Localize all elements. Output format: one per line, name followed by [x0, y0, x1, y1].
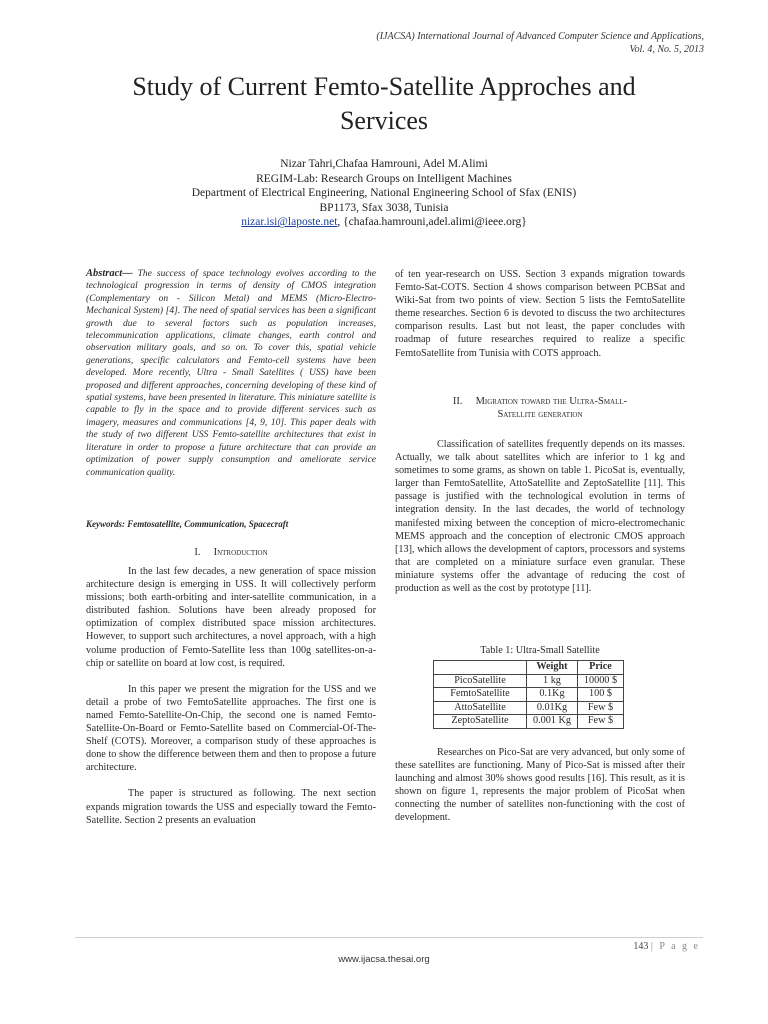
title-line-2: Services — [339, 106, 429, 135]
table-cell: PicoSatellite — [434, 674, 527, 688]
footer-divider — [75, 937, 703, 938]
table-row — [434, 674, 624, 688]
section-2-number: II. — [452, 396, 463, 407]
section-1-body — [86, 565, 376, 840]
section-2-body — [395, 438, 685, 608]
table-row — [434, 688, 624, 702]
author-address: BP1173, Sfax 3038, Tunisia — [319, 201, 449, 214]
page-number — [633, 941, 700, 952]
email-link[interactable]: nizar.isi@laposte.net — [241, 216, 338, 229]
journal-website: www.ijacsa.thesai.org — [338, 954, 430, 965]
abstract — [86, 268, 376, 479]
table-header-cell — [434, 661, 527, 675]
title-line-1: Study of Current Femto-Satellite Approches and — [132, 72, 636, 101]
abstract-text: The success of space technology evolves according to the technological progression in terms of density of CMOS integration (Complementary on - Silicon Metal) and MEMS (Micro-Electro-Mechanical System) [4]. The need of spatial services has been a significant growth due to several factors such as population increases, telecommunication applications, climate changes, earth control and observation military goals, and so on. To cover this, spatial vehicle generations, specific calculators and Femto-cell systems have been developed. More recently, Ultra - Small Satellites ( USS) have been proposed and different approaches, concerning developing of these kind of spatial systems, have been presented in literature. This miniature satellite is capable to fly in the space and to provide different services such as imagery, measures and communications [4, 9, 10]. This paper deals with the study of two different USS Femto-satellite architectures that exist in literature in order to propose a future architecture that can provide an optimization of power supply consumption and ameliorate service communication quality. — [86, 269, 376, 478]
abstract-label: Abstract— — [86, 268, 133, 279]
author-lab: REGIM-Lab: Research Groups on Intelligent Machines — [256, 172, 512, 185]
author-department: Department of Electrical Engineering, National Engineering School of Sfax (ENIS) — [191, 187, 577, 200]
section-1-number: I. — [194, 547, 201, 558]
table-cell: 0.1Kg — [527, 688, 578, 702]
ultra-small-satellite-table — [433, 660, 624, 729]
table-header-row — [434, 661, 624, 675]
section-2-paragraph-1: Classification of satellites frequently depends on its masses. Actually, we talk about satellites which are inferior to 1 kg and sometimes to some grams, as shown on table 1. PicoSat is, eventually, larger than FemtoSatellite, AttoSatellite and ZeptoSatellite [11]. This passage is justified with the technological evolution in terms of integration density. In the last decades, the world of technology manifested mixing between the conception of micro-electromechanic MEMS approach and the conception of electronic CMOS approach [13], which allows the development of captors, processors and systems that are completed on a miniature surface even granular. These miniature systems offer the advantage of reducing the cost of production as well as the cost by prototype [11]. — [395, 439, 685, 595]
table-cell: FemtoSatellite — [434, 688, 527, 702]
journal-volume: Vol. 4, No. 5, 2013 — [629, 44, 704, 55]
journal-name: (IJACSA) International Journal of Advanced Computer Science and Applications, — [376, 31, 704, 42]
section-2-title-line-1: Migration toward the Ultra-Small- — [475, 396, 628, 407]
intro-paragraph-3: The paper is structured as following. The next section expands migration towards the USS and especially toward the Femto-Satellite. Section 2 presents an evaluation — [86, 788, 376, 826]
table-cell: 0.001 Kg — [527, 715, 578, 729]
table-cell: Few $ — [577, 701, 623, 715]
page-number-value: 143 — [633, 941, 649, 952]
table-header-cell: Price — [577, 661, 623, 675]
section-2-heading — [395, 395, 685, 421]
table-cell: 10000 $ — [577, 674, 623, 688]
table-cell: AttoSatellite — [434, 701, 527, 715]
keywords: Keywords: Femtosatellite, Communication, Spacecraft — [86, 519, 289, 529]
author-block — [0, 157, 768, 230]
paper-title — [0, 70, 768, 138]
section-2-body-continued — [395, 746, 685, 838]
author-names: Nizar Tahri,Chafaa Hamrouni, Adel M.Alimi — [280, 158, 488, 170]
table-cell: Few $ — [577, 715, 623, 729]
author-emails — [0, 215, 768, 230]
section-2-title-line-2: Satellite generation — [497, 409, 583, 420]
section-2-paragraph-2: Researches on Pico-Sat are very advanced, but only some of these satellites are functioning. Many of Pico-Sat is missed after their launching and almost 30% shows good results [16]. This result, as it is shown on figure 1, represents the major problem of PicoSat when connecting the number of satellites non-functioning with the cost of development. — [395, 747, 685, 824]
email-rest: , {chafaa.hamrouni,adel.alimi@ieee.org} — [337, 216, 527, 229]
table-1-caption: Table 1: Ultra-Small Satellite — [480, 645, 600, 656]
intro-paragraph-1: In the last few decades, a new generation of space mission architecture design is emerging in USS. It will collectively perform missions; both earth-orbiting and inter-satellite communication, in a distributed fashion. Solutions have been already proposed for optimization of complex distributed space mission architectures. However, to support such architectures, a novel approach, with a high volume production of Femto-Satellite less than 100g satellites-on-a-chip or satellite on board at low cost, is required. — [86, 566, 376, 669]
intro-paragraph-2: In this paper we present the migration for the USS and we detail a probe of two FemtoSatellite approaches. The first one is named Femto-Satellite-On-Chip, the second one is named Femto-Satellite-On-Board or Femto-Satellite based on Commercial-Of-The-Shelf (COTS). Moreover, a comparison study of these approaches is done to show the difference between them and then to propose a future architecture. — [86, 683, 376, 774]
table-row — [434, 701, 624, 715]
section-1-heading — [86, 546, 376, 559]
table-cell: 0.01Kg — [527, 701, 578, 715]
page-label: | P a g e — [650, 941, 700, 952]
table-header-cell: Weight — [527, 661, 578, 675]
table-row — [434, 715, 624, 729]
table-cell: ZeptoSatellite — [434, 715, 527, 729]
journal-header — [376, 30, 704, 56]
intro-continuation: of ten year-research on USS. Section 3 expands migration towards Femto-Sat-COTS. Section 4 shows comparison between PCBSat and Wiki-Sat from two points of view. Section 5 lists the FemtoSatellite theme researches. Section 6 is devoted to discuss the two architectures comparison results. Last but not least, the paper concludes with roadmap of future researches required to realize a specific FemtoSatellite from Tunisia with COTS approach. — [395, 269, 685, 359]
table-cell: 100 $ — [577, 688, 623, 702]
table-cell: 1 kg — [527, 674, 578, 688]
section-1-title: Introduction — [213, 547, 268, 558]
